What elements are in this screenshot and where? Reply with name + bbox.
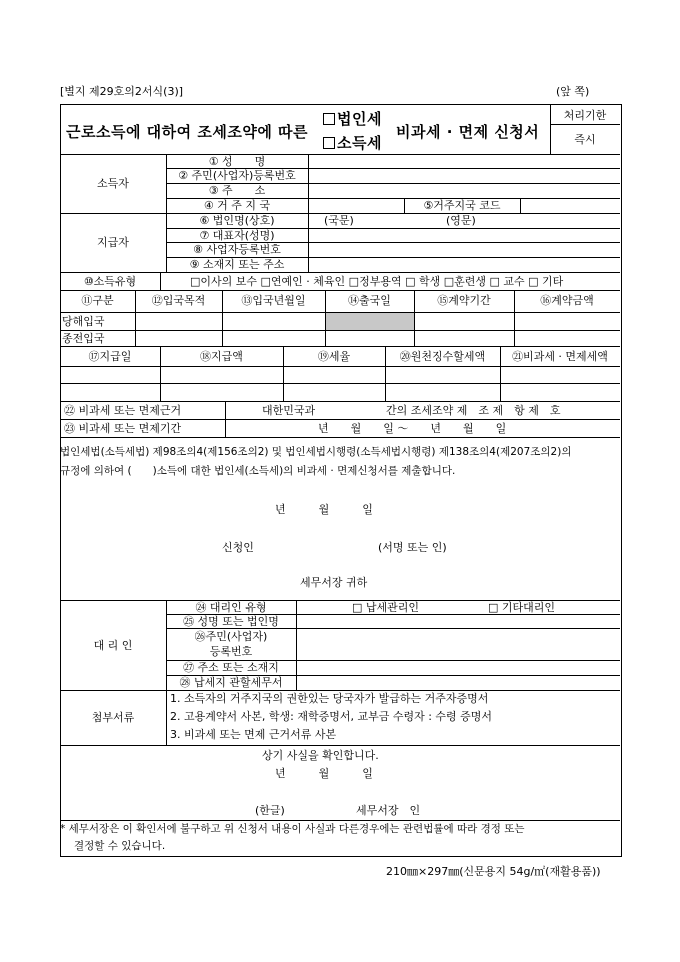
page-side: (앞 쪽) bbox=[556, 85, 590, 98]
col-entry-date: ⑬입국년월일 bbox=[241, 294, 306, 307]
attachment-item-1: 1. 소득자의 거주지국의 권한있는 당국자가 발급하는 거주자증명서 bbox=[170, 692, 489, 705]
earner-name-label: ① 성 명 bbox=[208, 155, 266, 168]
col-entry-purpose: ⑫입국목적 bbox=[151, 294, 206, 307]
agent-type-label: ㉔ 대리인 유형 bbox=[195, 601, 267, 614]
confirmation-office-seal: 세무서장 인 bbox=[356, 804, 421, 817]
attachment-item-2: 2. 고용계약서 사본, 학생: 재학증명서, 교부금 수령자 : 수령 증명서 bbox=[170, 710, 493, 723]
earner-country-label: ④ 거 주 지 국 bbox=[203, 199, 271, 212]
departure-shaded-cell bbox=[325, 313, 414, 330]
col-category: ⑪구분 bbox=[81, 294, 114, 307]
col-payment-date: ⑰지급일 bbox=[88, 350, 132, 363]
attachment-item-3: 3. 비과세 또는 면제 근거서류 사본 bbox=[170, 728, 337, 741]
agent-name-label: ㉕ 성명 또는 법인명 bbox=[183, 615, 279, 628]
agent-address-label: ㉗ 주소 또는 소재지 bbox=[183, 661, 279, 674]
applicant-signature[interactable]: (서명 또는 인) bbox=[378, 541, 447, 554]
attachments-label: 첨부서류 bbox=[91, 711, 135, 724]
agent-reg-label-2: 등록번호 bbox=[209, 645, 253, 658]
col-contract-amount: ⑯계약금액 bbox=[540, 294, 594, 307]
exemption-period-value: 년 월 일 ～ 년 월 일 bbox=[318, 422, 507, 435]
addressee: 세무서장 귀하 bbox=[300, 576, 368, 589]
opt-trainee[interactable]: □훈련생 bbox=[443, 275, 487, 288]
col-contract-period: ⑮계약기간 bbox=[437, 294, 491, 307]
paper-spec: 210㎜×297㎜(신문용지 54g/㎡(재활용품)) bbox=[386, 865, 601, 878]
declaration-line1: 법인세법(소득세법) 제98조의4(제156조의2) 및 법인세법시행령(소득세법시행령) 제138조의4(제207조의2)의 bbox=[60, 446, 572, 458]
agent-label: 대 리 인 bbox=[93, 639, 133, 652]
exemption-basis-label: ㉒ 비과세 또는 면제근거 bbox=[64, 404, 182, 417]
declaration-date: 년 월 일 bbox=[275, 503, 373, 516]
exemption-period-label: ㉓ 비과세 또는 면제기간 bbox=[64, 422, 182, 435]
earner-address-label: ③ 주 소 bbox=[208, 184, 266, 197]
korean-name-label: (국문) bbox=[324, 214, 354, 227]
confirmation-date: 년 월 일 bbox=[275, 767, 373, 780]
col-withholding-tax: ⑳원천징수할세액 bbox=[399, 350, 486, 363]
opt-student[interactable]: □ 학생 bbox=[405, 275, 441, 288]
applicant-label: 신청인 bbox=[222, 541, 254, 554]
col-payment-amount: ⑱지급액 bbox=[200, 350, 243, 363]
country-code-label: ⑤거주지국 코드 bbox=[423, 199, 501, 212]
agent-type-tax-manager[interactable]: □ 납세관리인 bbox=[352, 601, 420, 614]
income-earner-label: 소득자 bbox=[97, 177, 129, 190]
payer-address-label: ⑨ 소재지 또는 주소 bbox=[189, 258, 285, 271]
declaration-line2: 규정에 의하여 ( )소득에 대한 법인세(소득세)의 비과세 · 면제신청서를 제출합니다. bbox=[60, 465, 456, 477]
income-type-label: ⑩소득유형 bbox=[83, 275, 137, 288]
form-title: 근로소득에 대하여 조세조약에 따른 bbox=[66, 123, 309, 141]
corporate-tax-checkbox[interactable]: 법인세 bbox=[323, 108, 382, 129]
english-name-label: (영문) bbox=[446, 214, 476, 227]
earner-reg-no-label: ② 주민(사업자)등록번호 bbox=[178, 169, 296, 182]
basis-korea: 대한민국과 bbox=[262, 404, 316, 417]
row-current-entry: 당해입국 bbox=[62, 315, 105, 328]
deadline-value: 즉시 bbox=[574, 133, 596, 146]
col-departure-date: ⑭출국일 bbox=[348, 294, 391, 307]
row-previous-entry: 종전입국 bbox=[62, 332, 105, 345]
income-type-options[interactable] bbox=[190, 276, 563, 287]
confirmation-text: 상기 사실을 확인합니다. bbox=[262, 749, 379, 762]
basis-treaty-article: 간의 조세조약 제 조 제 항 제 호 bbox=[386, 404, 561, 417]
payer-rep-label: ⑦ 대표자(성명) bbox=[199, 229, 275, 242]
form-title-tail: 비과세 · 면제 신청서 bbox=[396, 123, 540, 141]
opt-entertainer[interactable]: □연예인 · 체육인 bbox=[260, 275, 346, 288]
opt-govt-service[interactable]: □정부용역 bbox=[348, 275, 402, 288]
opt-director-fee[interactable]: □이사의 보수 bbox=[190, 275, 258, 288]
payer-label: 지급자 bbox=[97, 236, 129, 249]
form-number: [별지 제29호의2서식(3)] bbox=[60, 85, 184, 98]
footnote-line2: 결정할 수 있습니다. bbox=[74, 840, 166, 852]
income-tax-checkbox[interactable]: 소득세 bbox=[323, 132, 382, 153]
confirmation-hangul: (한글) bbox=[255, 804, 285, 817]
payer-bizno-label: ⑧ 사업자등록번호 bbox=[193, 243, 281, 256]
footnote-line1: * 세무서장은 이 확인서에 불구하고 위 신청서 내용이 사실과 다른경우에는 관련법률에 따라 경정 또는 bbox=[60, 823, 525, 835]
col-tax-rate: ⑲세율 bbox=[317, 350, 351, 363]
opt-other[interactable]: □ 기타 bbox=[528, 275, 564, 288]
agent-tax-office-label: ㉘ 납세지 관할세무서 bbox=[179, 676, 283, 689]
agent-type-other[interactable]: □ 기타대리인 bbox=[488, 601, 556, 614]
deadline-label: 처리기한 bbox=[563, 109, 607, 122]
col-exempt-tax: ㉑비과세 · 면제세액 bbox=[512, 350, 608, 363]
agent-reg-label: ㉖주민(사업자) bbox=[194, 630, 268, 643]
opt-professor[interactable]: □ 교수 bbox=[489, 275, 525, 288]
payer-company-label: ⑥ 법인명(상호) bbox=[199, 214, 275, 227]
